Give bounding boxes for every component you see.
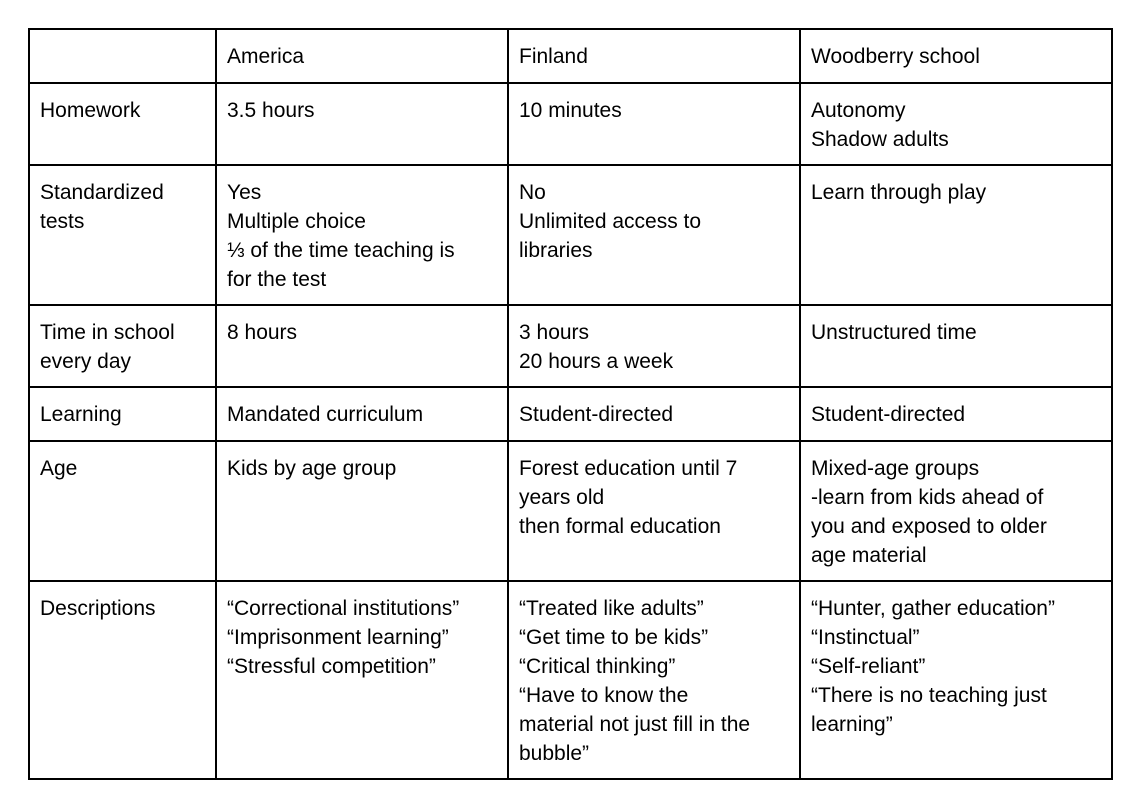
header-corner-cell xyxy=(29,29,216,83)
cell-woodberry: Autonomy Shadow adults xyxy=(800,83,1112,165)
cell-woodberry: “Hunter, gather education” “Instinctual” “Self-reliant” “There is no teaching just learning” xyxy=(800,581,1112,779)
cell-america: Kids by age group xyxy=(216,441,508,581)
header-finland: Finland xyxy=(508,29,800,83)
cell-america: Yes Multiple choice ⅓ of the time teaching is for the test xyxy=(216,165,508,305)
row-label: Descriptions xyxy=(29,581,216,779)
header-america: America xyxy=(216,29,508,83)
cell-america: 8 hours xyxy=(216,305,508,387)
row-label: Time in school every day xyxy=(29,305,216,387)
cell-america: “Correctional institutions” “Imprisonment learning” “Stressful competition” xyxy=(216,581,508,779)
row-label: Age xyxy=(29,441,216,581)
cell-woodberry: Student-directed xyxy=(800,387,1112,441)
row-label: Homework xyxy=(29,83,216,165)
table-row-learning xyxy=(29,387,1112,441)
row-label: Standardized tests xyxy=(29,165,216,305)
row-label: Learning xyxy=(29,387,216,441)
comparison-table xyxy=(28,28,1113,780)
table-row-time-in-school xyxy=(29,305,1112,387)
cell-america: Mandated curriculum xyxy=(216,387,508,441)
cell-finland: 10 minutes xyxy=(508,83,800,165)
cell-finland: Forest education until 7 years old then formal education xyxy=(508,441,800,581)
cell-woodberry: Unstructured time xyxy=(800,305,1112,387)
cell-finland: Student-directed xyxy=(508,387,800,441)
table-row-descriptions xyxy=(29,581,1112,779)
cell-finland: No Unlimited access to libraries xyxy=(508,165,800,305)
cell-finland: 3 hours 20 hours a week xyxy=(508,305,800,387)
table-row-homework xyxy=(29,83,1112,165)
table-row-standardized-tests xyxy=(29,165,1112,305)
cell-finland: “Treated like adults” “Get time to be kids” “Critical thinking” “Have to know the material not just fill in the bubble” xyxy=(508,581,800,779)
cell-woodberry: Learn through play xyxy=(800,165,1112,305)
cell-america: 3.5 hours xyxy=(216,83,508,165)
table-row-age xyxy=(29,441,1112,581)
table-header-row xyxy=(29,29,1112,83)
cell-woodberry: Mixed-age groups -learn from kids ahead of you and exposed to older age material xyxy=(800,441,1112,581)
header-woodberry: Woodberry school xyxy=(800,29,1112,83)
